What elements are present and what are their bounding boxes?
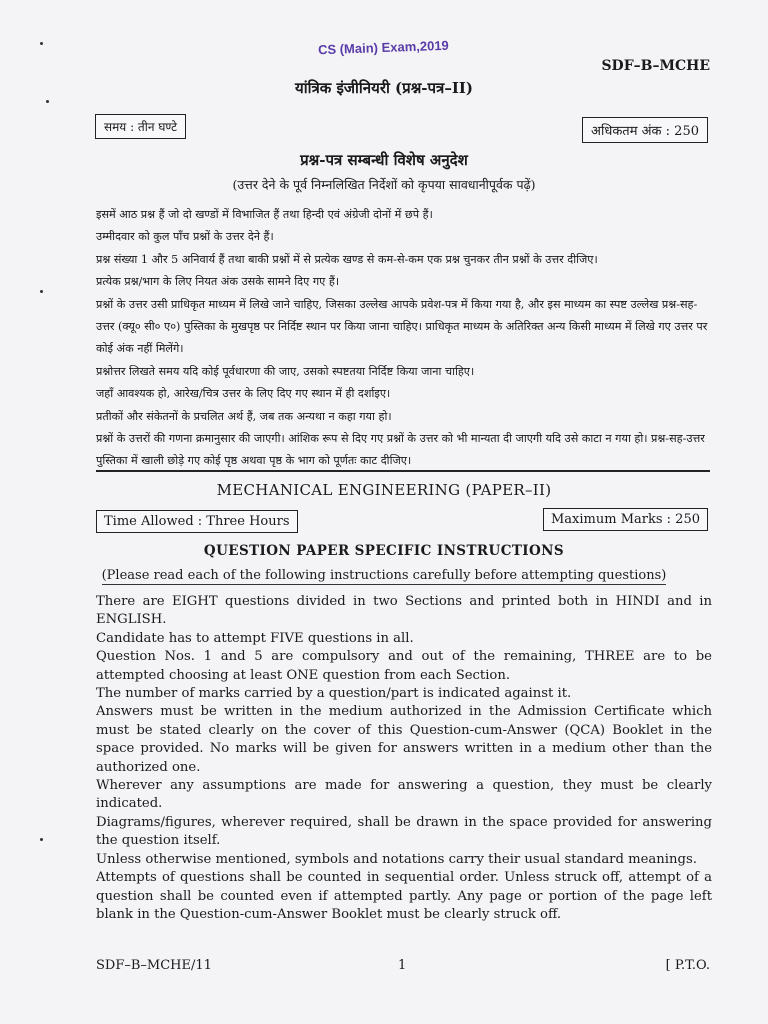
english-time-box: Time Allowed : Three Hours (96, 510, 298, 533)
hindi-instruction: प्रश्नों के उत्तर उसी प्राधिकृत माध्यम में लिखे जाने चाहिए, जिसका उल्लेख आपके प्रवेश-पत्र में किया गया है, और इस माध्यम का स्पष्ट उल्लेख प्रश्न-सह-उत्तर (क्यू० सी० ए०) पुस्तिका के मुखपृष्ठ पर निर्दिष्ट स्थान पर किया जाना चाहिए। प्राधिकृत माध्यम के अतिरिक्त अन्य किसी माध्यम में लिखे गए उत्तर पर कोई अंक नहीं मिलेंगे। (96, 297, 708, 356)
hindi-instruction: प्रतीकों और संकेतनों के प्रचलित अर्थ हैं, जब तक अन्यथा न कहा गया हो। (96, 409, 392, 423)
english-instructions-subheading (0, 568, 768, 583)
english-instructions (96, 593, 712, 924)
speck (46, 100, 49, 103)
english-instruction: Attempts of questions shall be counted in sequential order. Unless struck off, attempt of a question shall be counted even if attempted partly. Any page or portion of the page left blank in the Question-cum-Answer Booklet must be clearly struck off. (96, 870, 712, 922)
speck (40, 42, 43, 45)
hindi-instructions (96, 204, 710, 473)
paper-code: SDF–B–MCHE (601, 58, 710, 74)
english-instruction: There are EIGHT questions divided in two Sections and printed both in HINDI and in ENGLISH. (96, 594, 712, 628)
english-instruction: Candidate has to attempt FIVE questions in all. (96, 630, 414, 646)
english-instruction: Unless otherwise mentioned, symbols and notations carry their usual standard meanings. (96, 851, 697, 867)
hindi-instruction: प्रश्नोत्तर लिखते समय यदि कोई पूर्वधारणा की जाए, उसको स्पष्टतया निर्दिष्ट किया जाना चाहिए। (96, 364, 475, 378)
exam-stamp: CS (Main) Exam,2019 (317, 37, 450, 58)
speck (40, 838, 43, 841)
english-instruction: Question Nos. 1 and 5 are compulsory and out of the remaining, THREE are to be attempted choosing at least ONE question from each Section. (96, 649, 712, 683)
english-paper-title: MECHANICAL ENGINEERING (PAPER–II) (216, 481, 552, 499)
english-subheading-text: (Please read each of the following instructions carefully before attempting questions) (101, 568, 667, 583)
hindi-instructions-subheading: (उत्तर देने के पूर्व निम्नलिखित निर्देशों को कृपया सावधानीपूर्वक पढ़ें) (232, 177, 536, 192)
hindi-marks-box: अधिकतम अंक : 250 (582, 117, 708, 143)
hindi-instruction: जहाँ आवश्यक हो, आरेख/चित्र उत्तर के लिए दिए गए स्थान में ही दर्शाइए। (96, 387, 391, 401)
hindi-paper-title: यांत्रिक इंजीनियरी (प्रश्न-पत्र–II) (295, 79, 473, 97)
english-instruction: Wherever any assumptions are made for answering a question, they must be clearly indicated. (96, 778, 712, 812)
section-divider (96, 470, 710, 472)
english-instruction: Diagrams/figures, wherever required, shall be drawn in the space provided for answering the question itself. (96, 814, 712, 849)
hindi-time-box: समय : तीन घण्टे (95, 114, 186, 139)
english-marks-box: Maximum Marks : 250 (543, 508, 708, 531)
hindi-instruction: उम्मीदवार को कुल पाँच प्रश्नों के उत्तर देने हैं। (96, 230, 274, 244)
english-instruction: Answers must be written in the medium authorized in the Admission Certificate which must be stated clearly on the cover of this Question-cum-Answer (QCA) Booklet in the space provided. No marks will be given for answers written in a medium other than the authorized one. (96, 704, 712, 775)
english-instruction: The number of marks carried by a question/part is indicated against it. (96, 686, 572, 702)
hindi-instruction: प्रश्न संख्या 1 और 5 अनिवार्य हैं तथा बाकी प्रश्नों में से प्रत्येक खण्ड से कम-से-कम एक प्रश्न चुनकर तीन प्रश्नों के उत्तर दीजिए। (96, 252, 598, 266)
pto-label: [ P.T.O. (665, 958, 710, 973)
hindi-instruction: प्रत्येक प्रश्न/भाग के लिए नियत अंक उसके सामने दिए गए हैं। (96, 275, 340, 289)
hindi-instruction: इसमें आठ प्रश्न हैं जो दो खण्डों में विभाजित हैं तथा हिन्दी एवं अंग्रेजी दोनों में छपे हैं। (96, 208, 433, 221)
page-number: 1 (398, 958, 407, 973)
hindi-instructions-heading: प्रश्न-पत्र सम्बन्धी विशेष अनुदेश (300, 151, 468, 169)
speck (40, 290, 43, 293)
hindi-instruction: प्रश्नों के उत्तरों की गणना क्रमानुसार की जाएगी। आंशिक रूप से दिए गए प्रश्नों के उत्तर को भी मान्यता दी जाएगी यदि उसे काटा न गया हो। प्रश्न-सह-उत्तर पुस्तिका में खाली छोड़े गए कोई पृष्ठ अथवा पृष्ठ के भाग को पूर्णतः काट दीजिए। (96, 432, 705, 468)
english-instructions-heading: QUESTION PAPER SPECIFIC INSTRUCTIONS (203, 543, 565, 559)
footer-code: SDF–B–MCHE/11 (96, 958, 212, 973)
